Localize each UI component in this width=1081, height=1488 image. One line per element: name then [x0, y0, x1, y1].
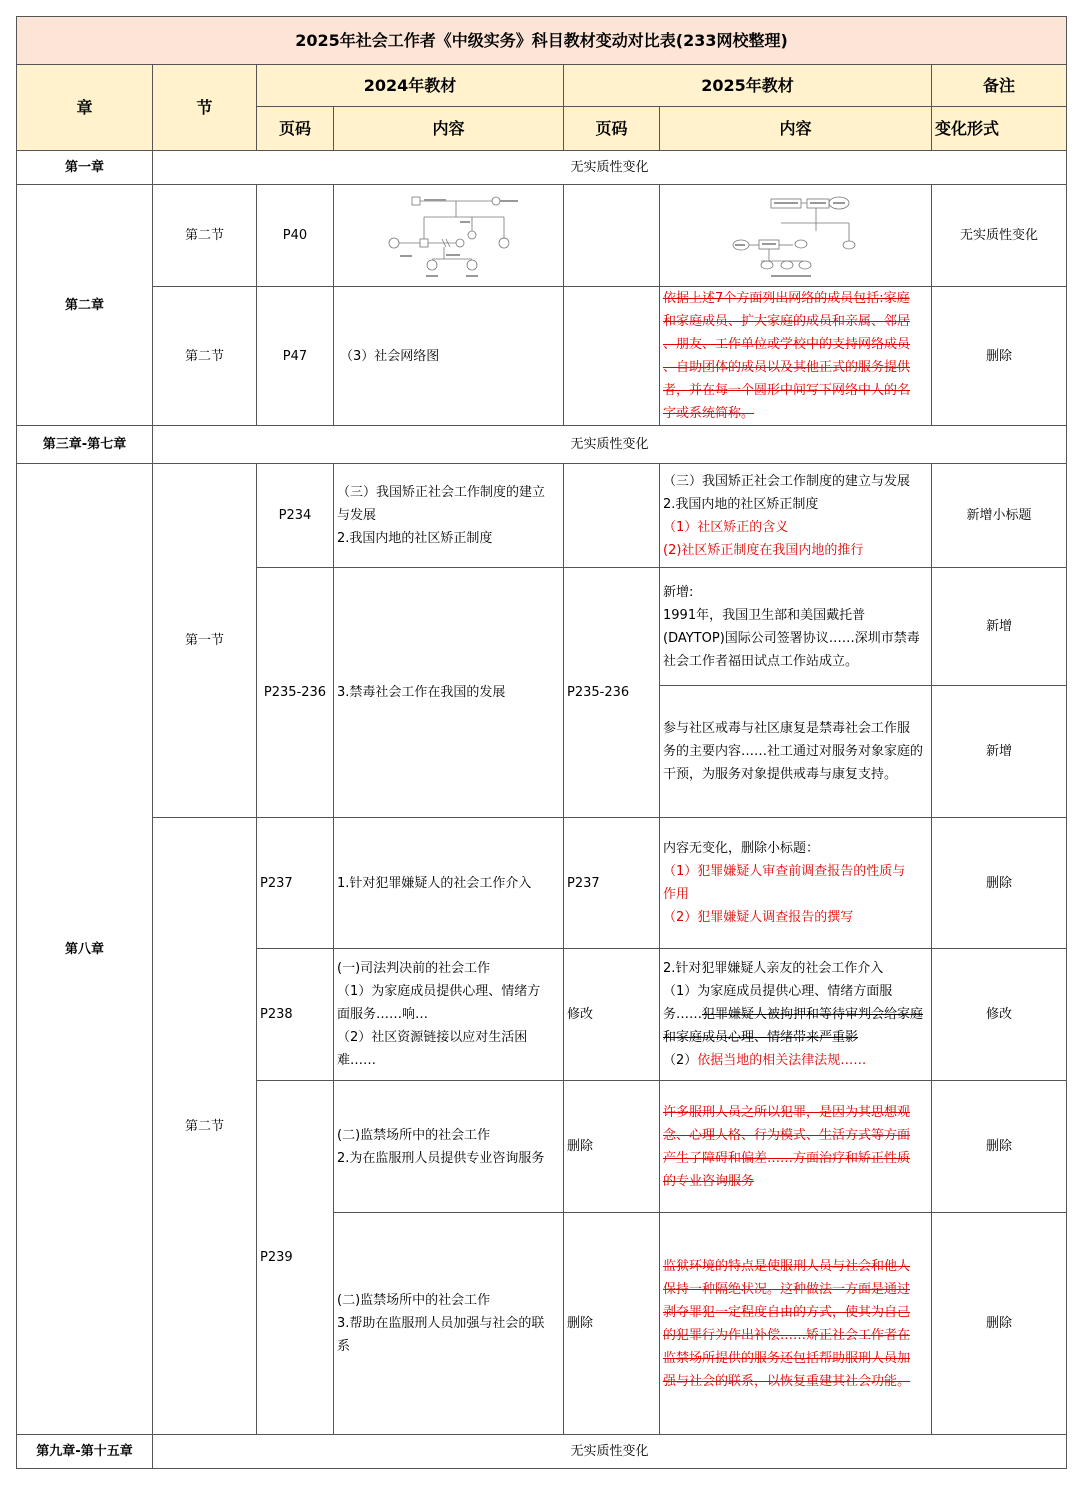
- text-line: (DAYTOP)国际公司签署协议……深圳市禁毒: [663, 630, 920, 646]
- text-line: (一)司法判决前的社会工作: [337, 961, 491, 976]
- page-2025: P237: [564, 818, 660, 949]
- change-type: 删除: [932, 818, 1067, 949]
- chapter-cell: 第九章-第十五章: [17, 1435, 153, 1469]
- page-2025: 修改: [564, 949, 660, 1081]
- deleted-text-line: 的犯罪行为作出补偿……矫正社会工作者在: [663, 1327, 911, 1343]
- content-2024: [334, 1081, 564, 1213]
- deleted-text-line: 和家庭成员、扩大家庭的成员和亲属、邻居: [663, 314, 911, 329]
- change-type: 新增: [932, 686, 1067, 818]
- removed-heading-line: （2）犯罪嫌疑人调查报告的撰写: [663, 910, 854, 925]
- header-chapter: 章: [17, 65, 153, 151]
- added-text-line: (2)社区矫正制度在我国内地的推行: [663, 542, 864, 558]
- page-2024: P47: [257, 287, 334, 426]
- deleted-text-line: 、自助团体的成员以及其他正式的服务提供: [663, 360, 911, 375]
- header-remark: 备注: [932, 65, 1067, 107]
- page-2024: P237: [257, 818, 334, 949]
- deleted-text-line: 产生了障碍和偏差……方面治疗和矫正性质: [663, 1150, 911, 1166]
- table-row: [17, 287, 1067, 426]
- figure-2025-cell: [660, 185, 932, 287]
- text-line: (二)监禁场所中的社会工作: [337, 1293, 491, 1308]
- change-type: 删除: [932, 287, 1067, 426]
- header-change-type: 变化形式: [932, 107, 1067, 151]
- deleted-text-line: 、朋友、工作单位或学校中的支持网络成员: [663, 337, 911, 352]
- change-type: 删除: [932, 1081, 1067, 1213]
- text-line: 难……: [337, 1053, 377, 1068]
- text-line: 3.帮助在监服刑人员加强与社会的联: [337, 1316, 545, 1331]
- content-2025: [660, 818, 932, 949]
- change-type: 无实质性变化: [932, 185, 1067, 287]
- content-2025: [660, 1081, 932, 1213]
- change-type: 新增: [932, 568, 1067, 686]
- text-line: （三）我国矫正社会工作制度的建立: [337, 485, 546, 500]
- text-line: 社会工作者福田试点工作站成立。: [663, 653, 859, 669]
- no-change-note: 无实质性变化: [153, 426, 1067, 464]
- removed-heading-line: （1）犯罪嫌疑人审查前调查报告的性质与: [663, 864, 906, 879]
- text-line: (二)监禁场所中的社会工作: [337, 1127, 491, 1143]
- text-line: 系: [337, 1339, 351, 1354]
- table-row: [17, 151, 1067, 185]
- content-2024: [334, 1213, 564, 1435]
- no-change-note: 无实质性变化: [153, 151, 1067, 185]
- text-line: 干预，为服务对象提供戒毒与康复支持。: [663, 767, 898, 782]
- text-line: 新增:: [663, 584, 694, 600]
- deleted-text-line: 念、心理人格、行为模式、生活方式等方面: [663, 1127, 911, 1143]
- text-line: （2）社区资源链接以应对生活困: [337, 1030, 528, 1045]
- content-2024: 3.禁毒社会工作在我国的发展: [334, 568, 564, 818]
- text-line: 参与社区戒毒与社区康复是禁毒社会工作服: [663, 721, 911, 736]
- header-textbook-2025: 2025年教材: [564, 65, 932, 107]
- text-line: [663, 1049, 928, 1072]
- page-2024: P238: [257, 949, 334, 1081]
- page-2024: P239: [257, 1081, 334, 1435]
- page-2024: P40: [257, 185, 334, 287]
- page-2024: P235-236: [257, 568, 334, 818]
- added-text-fragment: 依据当地的相关法律法规……: [697, 1053, 867, 1068]
- no-change-note: 无实质性变化: [153, 1435, 1067, 1469]
- header-page-2025: 页码: [564, 107, 660, 151]
- chapter-cell: 第一章: [17, 151, 153, 185]
- content-2024: 1.针对犯罪嫌疑人的社会工作介入: [334, 818, 564, 949]
- deleted-text-line: 保持一种隔绝状况。这种做法一方面是通过: [663, 1281, 911, 1297]
- header-page-2024: 页码: [257, 107, 334, 151]
- removed-heading-line: 作用: [663, 887, 690, 902]
- comparison-table: [16, 16, 1067, 1469]
- header-content-2024: 内容: [334, 107, 564, 151]
- deleted-text-line: 和家庭成员心理、情绪带来严重影: [663, 1030, 859, 1045]
- added-text-line: （1）社区矫正的含义: [663, 519, 789, 535]
- text-line: 2.我国内地的社区矫正制度: [337, 531, 493, 546]
- content-2025: [660, 464, 932, 568]
- social-network-diagram-2025: [721, 191, 871, 281]
- section-cell: 第二节: [153, 818, 257, 1435]
- chapter-cell: 第三章-第七章: [17, 426, 153, 464]
- table-row: [17, 818, 1067, 949]
- deleted-text-line: 监狱环境的特点是使服刑人员与社会和他人: [663, 1258, 911, 1274]
- text-line: 与发展: [337, 508, 377, 523]
- text-line: 2.针对犯罪嫌疑人亲友的社会工作介入: [663, 961, 884, 976]
- text-fragment: 务……: [663, 1007, 703, 1022]
- figure-2024-cell: [334, 185, 564, 287]
- change-type: 删除: [932, 1213, 1067, 1435]
- deleted-text-line: 监禁场所提供的服务还包括帮助服刑人员加: [663, 1350, 911, 1366]
- text-line: [663, 1003, 928, 1026]
- text-line: （1）为家庭成员提供心理、情绪方: [337, 984, 541, 999]
- deleted-text-line: 字或系统简称。: [663, 406, 755, 421]
- page-2025-empty: [564, 464, 660, 568]
- text-line: （1）为家庭成员提供心理、情绪方面服: [663, 984, 893, 999]
- deleted-text-line: 者，并在每一个圆形中间写下网络中人的名: [663, 383, 911, 398]
- content-2024: （3）社会网络图: [334, 287, 564, 426]
- text-line: 内容无变化，删除小标题：: [663, 841, 820, 856]
- content-2025: [660, 686, 932, 818]
- table-row: [17, 464, 1067, 568]
- change-type: 新增小标题: [932, 464, 1067, 568]
- table-title: 2025年社会工作者《中级实务》科目教材变动对比表(233网校整理): [17, 17, 1067, 65]
- text-line: （三）我国矫正社会工作制度的建立与发展: [663, 473, 911, 489]
- text-line: 务的主要内容……社工通过对服务对象家庭的: [663, 744, 924, 759]
- header-section: 节: [153, 65, 257, 151]
- table-row: [17, 1435, 1067, 1469]
- deleted-text-line: 强与社会的联系，以恢复重建其社会功能。: [663, 1373, 911, 1389]
- deleted-text-line: 依据上述7个方面列出网络的成员包括:家庭: [663, 291, 910, 306]
- text-line: 1991年，我国卫生部和美国戴托普: [663, 607, 866, 623]
- social-network-diagram-2024: [364, 191, 534, 281]
- chapter-cell: 第二章: [17, 185, 153, 426]
- content-2025: [660, 1213, 932, 1435]
- content-2025: [660, 287, 932, 426]
- content-2024: [334, 464, 564, 568]
- deleted-text-line: 许多服刑人员之所以犯罪，是因为其思想观: [663, 1104, 911, 1120]
- page-2024: P234: [257, 464, 334, 568]
- section-cell: 第二节: [153, 185, 257, 287]
- header-textbook-2024: 2024年教材: [257, 65, 564, 107]
- chapter-cell: 第八章: [17, 464, 153, 1435]
- text-line: 2.我国内地的社区矫正制度: [663, 496, 819, 512]
- header-content-2025: 内容: [660, 107, 932, 151]
- text-line: 面服务……响…: [337, 1007, 429, 1022]
- text-line: 2.为在监服刑人员提供专业咨询服务: [337, 1150, 545, 1166]
- content-2025: [660, 568, 932, 686]
- deleted-text-fragment: 犯罪嫌疑人被拘押和等待审判会给家庭: [702, 1007, 924, 1022]
- table-row: [17, 185, 1067, 287]
- page-2025-empty: [564, 185, 660, 287]
- deleted-text-line: 的专业咨询服务: [663, 1173, 755, 1189]
- page-2025: P235-236: [564, 568, 660, 818]
- content-2025: [660, 949, 932, 1081]
- change-type: 修改: [932, 949, 1067, 1081]
- page-2025: 删除: [564, 1213, 660, 1435]
- page-2025-empty: [564, 287, 660, 426]
- page-2025: 删除: [564, 1081, 660, 1213]
- section-cell: 第一节: [153, 464, 257, 818]
- section-cell: 第二节: [153, 287, 257, 426]
- text-fragment: （2）: [663, 1053, 698, 1068]
- deleted-text-line: 剥夺罪犯一定程度自由的方式，使其为自己: [663, 1304, 911, 1320]
- content-2024: [334, 949, 564, 1081]
- table-row: [17, 426, 1067, 464]
